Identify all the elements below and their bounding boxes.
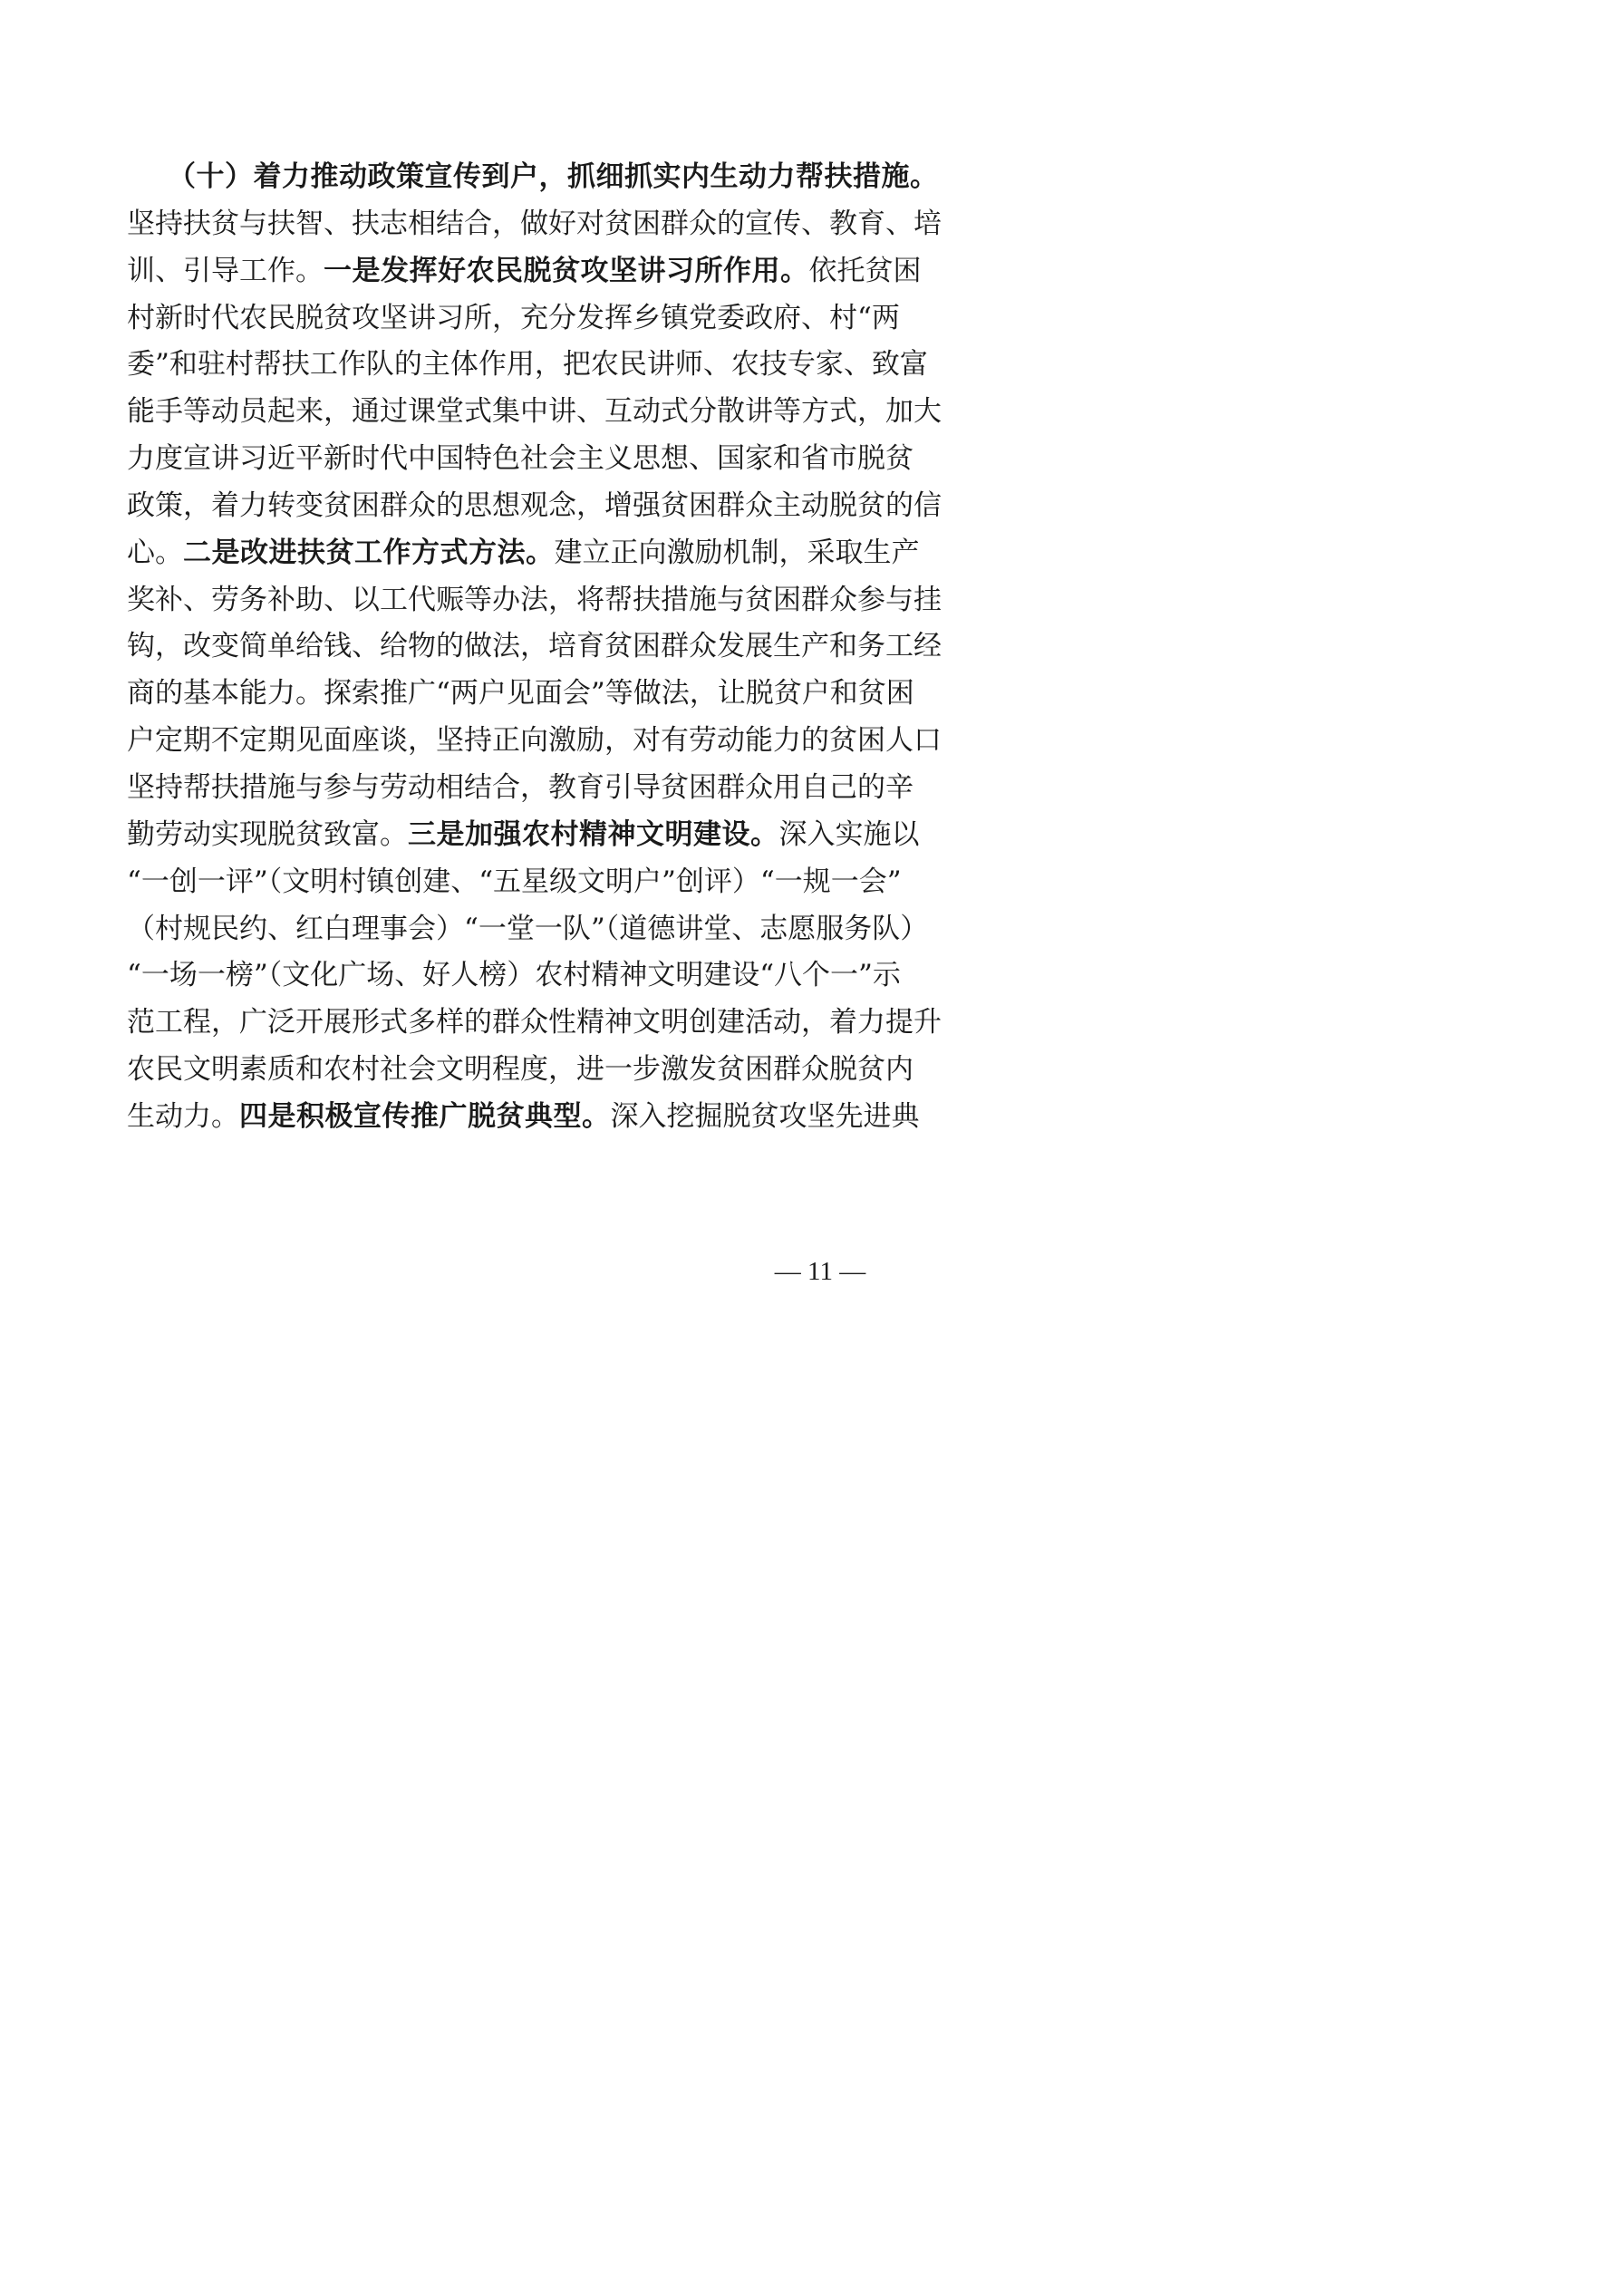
body-text-run: 范工程，广泛开展形式多样的群众性精神文明创建活动，着力提升 [127, 1006, 942, 1039]
text-line [127, 671, 914, 718]
text-line [127, 389, 942, 436]
text-line [127, 483, 942, 530]
body-text-run: 户定期不定期见面座谈，坚持正向激励，对有劳动能力的贫困人口 [127, 724, 942, 758]
body-text [127, 154, 942, 1141]
text-line [127, 812, 920, 859]
body-text-run: 生动力。 [127, 1099, 239, 1133]
text-line [127, 859, 902, 906]
document-page [0, 0, 1015, 1432]
body-text-run: 村新时代农民脱贫攻坚讲习所，充分发挥乡镇党委政府、村“两 [127, 301, 900, 334]
text-line [127, 248, 922, 295]
body-text-run: 奖补、劳务补助、以工代赈等办法，将帮扶措施与贫困群众参与挂 [127, 583, 942, 616]
body-text-run: 坚持帮扶措施与参与劳动相结合，教育引导贫困群众用自己的辛 [127, 770, 914, 804]
bold-heading-text: 三是加强农村精神文明建设。 [408, 817, 779, 851]
text-line [127, 765, 914, 812]
text-line [127, 1047, 914, 1094]
body-text-run: 勤劳动实现脱贫致富。 [127, 817, 408, 851]
text-line [127, 436, 914, 483]
text-line [127, 342, 928, 389]
body-text-run: 依托贫困 [808, 254, 922, 287]
body-text-run: 心。 [127, 536, 183, 569]
text-line [127, 952, 901, 1000]
body-text-run: 坚持扶贫与扶智、扶志相结合，做好对贫困群众的宣传、教育、培 [127, 207, 942, 240]
text-line [127, 906, 929, 953]
text-line [127, 530, 920, 577]
body-text-run: 钩，改变简单给钱、给物的做法，培育贫困群众发展生产和务工经 [127, 630, 942, 663]
text-line [127, 718, 942, 765]
body-text-run: 建立正向激励机制，采取生产 [554, 536, 920, 569]
body-text-run: 商的基本能力。探索推广“两户见面会”等做法，让脱贫户和贫困 [127, 677, 914, 710]
bold-heading-text: 四是积极宣传推广脱贫典型。 [239, 1099, 611, 1133]
body-text-run: 能手等动员起来，通过课堂式集中讲、互动式分散讲等方式，加大 [127, 395, 942, 429]
text-line [127, 1094, 920, 1141]
body-text-run: 农民文明素质和农村社会文明程度，进一步激发贫困群众脱贫内 [127, 1053, 914, 1087]
body-text-run: 训、引导工作。 [127, 254, 324, 287]
body-text-run: 深入挖掘脱贫攻坚先进典 [610, 1099, 920, 1133]
text-line [127, 154, 939, 201]
body-text-run: 深入实施以 [778, 817, 920, 851]
text-line [127, 577, 942, 624]
bold-heading-text: （十）着力推动政策宣传到户，抓细抓实内生动力帮扶措施。 [168, 160, 939, 193]
text-line [127, 1000, 942, 1047]
bold-heading-text: 二是改进扶贫工作方式方法。 [183, 536, 555, 569]
body-text-run: “一场一榜”（文化广场、好人榜）农村精神文明建设“八个一”示 [127, 959, 901, 992]
body-text-run: “一创一评”（文明村镇创建、“五星级文明户”创评）“一规一会” [127, 865, 902, 898]
page-number: — 11 — [774, 1257, 866, 1286]
bold-heading-text: 一是发挥好农民脱贫攻坚讲习所作用。 [324, 254, 809, 287]
text-line [127, 295, 900, 343]
body-text-run: （村规民约、红白理事会）“一堂一队”（道德讲堂、志愿服务队） [127, 912, 929, 945]
body-text-run: 力度宣讲习近平新时代中国特色社会主义思想、国家和省市脱贫 [127, 442, 914, 476]
text-line [127, 624, 942, 671]
body-text-run: 委”和驻村帮扶工作队的主体作用，把农民讲师、农技专家、致富 [127, 348, 928, 382]
text-line [127, 201, 942, 248]
body-text-run: 政策，着力转变贫困群众的思想观念，增强贫困群众主动脱贫的信 [127, 488, 942, 522]
